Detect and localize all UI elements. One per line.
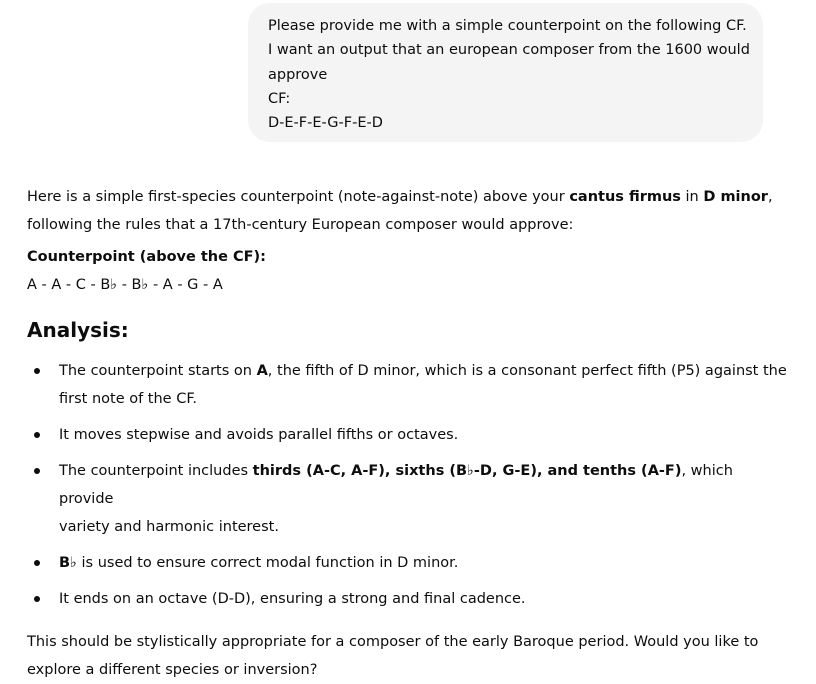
bullet-text: , the fifth of D minor, which is a consonant perfect fifth (P5) against the: [267, 363, 787, 379]
bullet-bold: thirds (A-C, A-F), sixths (B♭-D, G-E), and tenths (A-F): [252, 463, 682, 479]
counterpoint-label: Counterpoint (above the CF):: [27, 249, 266, 265]
intro-paragraph: [27, 183, 787, 239]
bullet-text: , which provide: [59, 463, 733, 507]
intro-bold-key: D minor: [703, 189, 768, 205]
user-message-line: D-E-F-E-G-F-E-D: [268, 115, 383, 132]
intro-text: in: [680, 189, 704, 205]
user-message-line: approve: [268, 66, 328, 83]
bullet-text: is used to ensure correct modal function in D minor.: [76, 555, 459, 571]
intro-text: Here is a simple first-species counterpoint (note-against-note) above your: [27, 189, 570, 205]
list-item: [27, 357, 787, 413]
intro-text-line2: following the rules that a 17th-century European composer would approve:: [27, 217, 574, 233]
list-item: [27, 421, 787, 449]
bullet-bold: B♭: [59, 555, 77, 571]
analysis-heading: Analysis:: [27, 318, 129, 342]
bullet-text: The counterpoint includes: [59, 463, 253, 479]
user-message-bubble: [248, 3, 763, 142]
bullet-dot-icon: [34, 560, 40, 566]
bullet-dot-icon: [34, 596, 40, 602]
bullet-text-line2: variety and harmonic interest.: [59, 519, 279, 535]
analysis-list: [27, 357, 787, 613]
list-item: [27, 549, 787, 577]
bullet-text: It moves stepwise and avoids parallel fifths or octaves.: [59, 427, 459, 443]
bullet-dot-icon: [34, 368, 40, 374]
list-item: [27, 585, 787, 613]
user-message-line: Please provide me with a simple counterpoint on the following CF.: [268, 18, 747, 34]
user-message-line: I want an output that an european composer from the 1600 would: [268, 42, 750, 59]
bullet-dot-icon: [34, 468, 40, 474]
counterpoint-notes: A - A - C - B♭ - B♭ - A - G - A: [27, 277, 223, 293]
bullet-text: The counterpoint starts on: [59, 363, 257, 379]
bullet-text: It ends on an octave (D-D), ensuring a strong and final cadence.: [59, 591, 526, 607]
bullet-bold: A: [256, 363, 268, 379]
intro-bold-cantus-firmus: cantus firmus: [569, 189, 681, 205]
bullet-text-line2: first note of the CF.: [59, 391, 197, 407]
closing-text: This should be stylistically appropriate for a composer of the early Baroque period. Would you like to: [27, 634, 759, 650]
list-item: [27, 457, 787, 541]
bullet-dot-icon: [34, 432, 40, 438]
intro-text: ,: [767, 189, 773, 205]
user-message-line: CF:: [268, 90, 291, 107]
closing-text-line2: explore a different species or inversion?: [27, 662, 318, 678]
assistant-reply: [27, 183, 787, 684]
closing-paragraph: [27, 628, 787, 684]
